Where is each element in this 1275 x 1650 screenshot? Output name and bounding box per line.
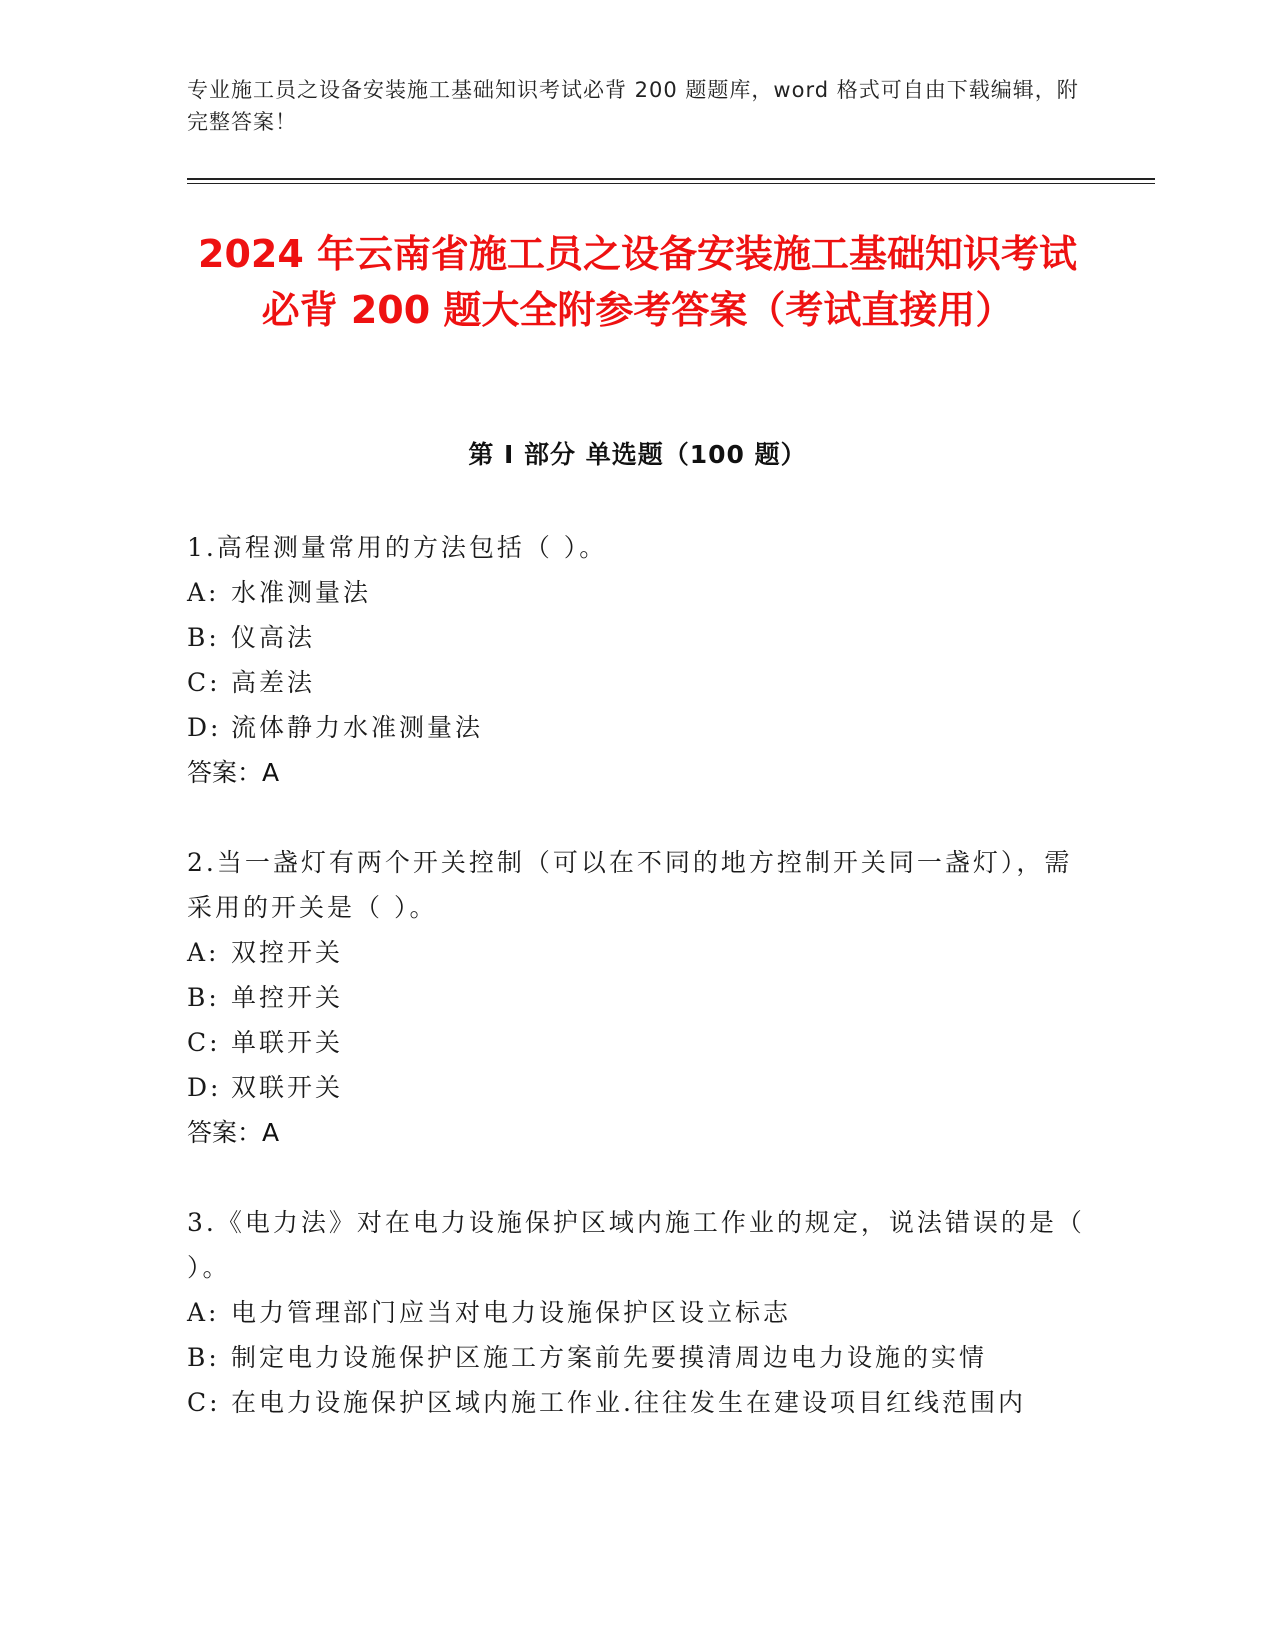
question-option	[187, 1020, 1087, 1065]
question-option	[187, 1335, 1087, 1380]
option-key: C:	[187, 668, 221, 697]
question-option	[187, 1380, 1087, 1425]
question-option	[187, 930, 1087, 975]
option-key: A:	[187, 1298, 220, 1327]
question-option	[187, 570, 1087, 615]
option-key: B:	[187, 983, 220, 1012]
question-stem: 1.高程测量常用的方法包括（ ）。	[187, 533, 608, 562]
section-title: 第 I 部分 单选题（100 题）	[468, 440, 807, 469]
question-item	[187, 1200, 1087, 1425]
option-key: B:	[187, 623, 220, 652]
option-key: B:	[187, 1343, 220, 1372]
question-item	[187, 525, 1087, 795]
option-text: 单控开关	[231, 983, 344, 1012]
option-key: C:	[187, 1028, 221, 1057]
header-divider	[187, 178, 1155, 180]
option-key: D:	[187, 713, 222, 742]
question-option	[187, 660, 1087, 705]
option-text: 流体静力水准测量法	[231, 713, 484, 742]
question-option	[187, 975, 1087, 1020]
option-key: C:	[187, 1388, 221, 1417]
question-item	[187, 840, 1087, 1155]
question-answer: 答案：A	[187, 1118, 280, 1147]
option-text: 双控开关	[231, 938, 344, 967]
option-text: 仪高法	[231, 623, 316, 652]
option-text: 高差法	[231, 668, 316, 697]
option-key: A:	[187, 938, 220, 967]
question-option	[187, 1065, 1087, 1110]
question-option	[187, 705, 1087, 750]
option-text: 电力管理部门应当对电力设施保护区设立标志	[231, 1298, 792, 1327]
question-option	[187, 615, 1087, 660]
header-note: 专业施工员之设备安装施工基础知识考试必背 200 题题库，word 格式可自由下载编辑，附完整答案！	[187, 78, 1079, 134]
option-text: 水准测量法	[231, 578, 372, 607]
document-title: 2024 年云南省施工员之设备安装施工基础知识考试必背 200 题大全附参考答案（考试直接用）	[198, 232, 1077, 332]
question-list	[187, 525, 1087, 1470]
option-key: D:	[187, 1073, 222, 1102]
option-text: 在电力设施保护区域内施工作业.往往发生在建设项目红线范围内	[231, 1388, 1026, 1417]
question-answer: 答案：A	[187, 758, 280, 787]
option-text: 制定电力设施保护区施工方案前先要摸清周边电力设施的实情	[231, 1343, 988, 1372]
option-key: A:	[187, 578, 220, 607]
question-option	[187, 1290, 1087, 1335]
question-stem: 3.《电力法》对在电力设施保护区域内施工作业的规定，说法错误的是（ ）。	[187, 1208, 1085, 1282]
header-divider-thin	[187, 183, 1155, 184]
option-text: 双联开关	[231, 1073, 344, 1102]
option-text: 单联开关	[231, 1028, 344, 1057]
question-stem: 2.当一盏灯有两个开关控制（可以在不同的地方控制开关同一盏灯），需采用的开关是（ ）。	[187, 848, 1073, 922]
